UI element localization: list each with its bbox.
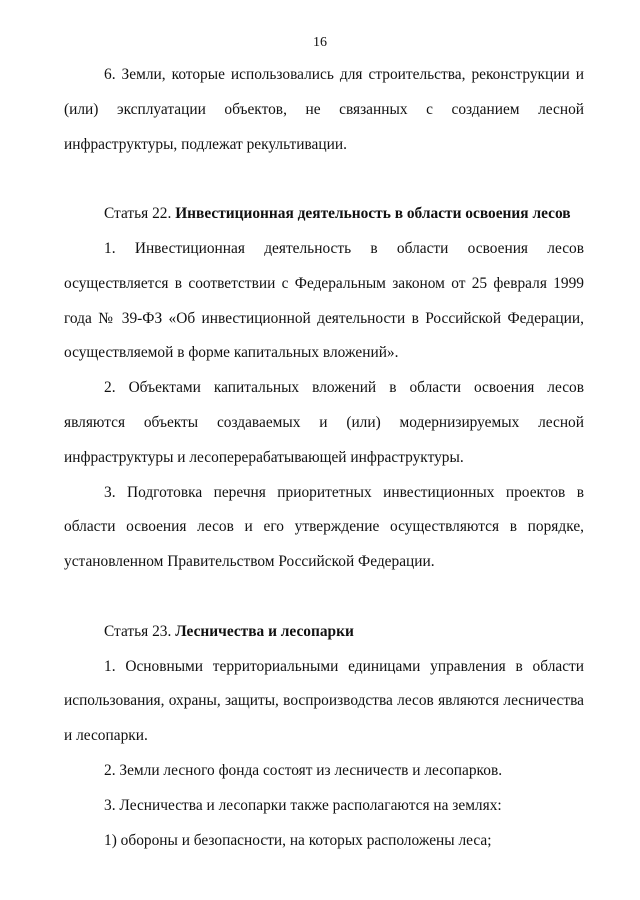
article-22-prefix: Статья 22.: [104, 205, 172, 223]
article-23-prefix: Статья 23.: [104, 622, 172, 640]
article-22-paragraph-1: 1. Инвестиционная деятельность в области освоения лесов осуществляется в соответствии с Федеральным законом от 25 февраля 1999 года № 39-ФЗ «Об инвестиционной деятельности в Российской Федерации, осуществляемой в форме капитальных вложений».: [64, 239, 584, 362]
article-23-title: Лесничества и лесопарки: [175, 622, 354, 640]
document-body: [64, 58, 584, 858]
spacer: [64, 162, 584, 197]
article-23-paragraph-2: 2. Земли лесного фонда состоят из лесничеств и лесопарков.: [104, 761, 503, 779]
spacer: [64, 580, 584, 615]
article-22-heading: [64, 197, 584, 232]
article-22-title: Инвестиционная деятельность в области освоения лесов: [175, 205, 571, 223]
page-number: 16: [313, 35, 327, 50]
article-22-paragraph-3: 3. Подготовка перечня приоритетных инвестиционных проектов в области освоения лесов и его утверждение осуществляются в порядке, установленном Правительством Российской Федерации.: [64, 483, 584, 571]
paragraph-land-reclamation: 6. Земли, которые использовались для строительства, реконструкции и (или) эксплуатации объектов, не связанных с созданием лесной инфраструктуры, подлежат рекультивации.: [64, 66, 584, 153]
article-23-item-1: 1) обороны и безопасности, на которых расположены леса;: [104, 831, 492, 849]
article-22-paragraph-2: 2. Объектами капитальных вложений в области освоения лесов являются объекты создаваемых и (или) модернизируемых лесной инфраструктуры и лесоперерабатывающей инфраструктуры.: [64, 379, 584, 466]
article-23-paragraph-3: 3. Лесничества и лесопарки также располагаются на землях:: [104, 796, 502, 814]
article-23-paragraph-1: 1. Основными территориальными единицами управления в области использования, охраны, защиты, воспроизводства лесов являются лесничества и лесопарки.: [64, 657, 584, 745]
article-23-heading: [64, 615, 584, 650]
